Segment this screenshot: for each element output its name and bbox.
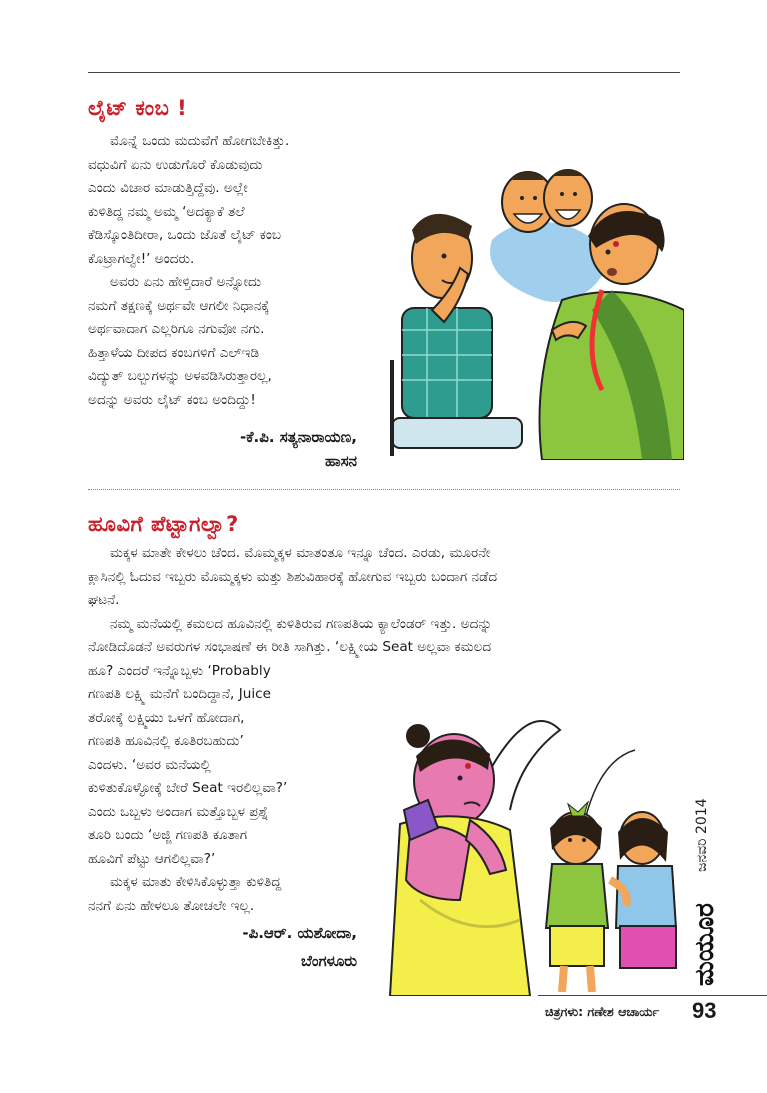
story2-line: ಮಕ್ಕಳ ಮಾತೇ ಕೇಳಲು ಚೆಂದ. ಮೊಮ್ಮಕ್ಕಳ ಮಾತಂತೂ ಇನ್ನೂ ಚೆಂದ. ಎರಡು, ಮೂರನೇ [110, 545, 491, 561]
bottom-rule [538, 995, 767, 996]
story2-line: ನಮ್ಮ ಮನೆಯಲ್ಲಿ ಕಮಲದ ಹೂವಿನಲ್ಲಿ ಕುಳಿತಿರುವ ಗಣಪತಿಯ ಕ್ಯಾಲೆಂಡರ್ ಇತ್ತು. ಅದನ್ನು [110, 615, 493, 632]
story2-line: ಕುಳಿತುಕೊಳ್ಳೋಕ್ಕೆ ಬೇರೆ Seat ಇರಲಿಲ್ಲವಾ?’ [88, 780, 288, 796]
story1-place: ಹಾಸನ [325, 452, 357, 470]
story1-line: ಅರ್ಥವಾದಾಗ ಎಲ್ಲರಿಗೂ ನಗುವೋ ನಗು. [88, 321, 265, 337]
story1-line: ಕುಳಿತಿದ್ದ ನಮ್ಮ ಅಮ್ಮ ‘ಅದಕ್ಯಾಕೆ ತಲೆ [88, 203, 245, 220]
story2-place: ಬೆಂಗಳೂರು [300, 952, 357, 970]
story2-author: -ಪಿ.ಆರ್. ಯಶೋದಾ, [242, 924, 357, 942]
illustration-wedding-gift [372, 140, 684, 460]
top-rule [88, 72, 680, 73]
story1-line: ವಿದ್ಯುತ್ ಬಲ್ಬುಗಳನ್ನು ಅಳವಡಿಸಿರುತ್ತಾರಲ್ಲ, [88, 368, 272, 384]
magazine-name: ಮಯೂರ [690, 903, 720, 986]
story2-line: ಗಣಪತಿ ಲಕ್ಷ್ಮಿ ಮನೆಗೆ ಬಂದಿದ್ದಾನೆ, Juice [88, 686, 271, 702]
story2-line: ತೂರಿ ಬಂದು ‘ಅಜ್ಜಿ ಗಣಪತಿ ಕೂತಾಗ [88, 827, 248, 843]
story2-line: ಗಣಪತಿ ಹೂವಿನಲ್ಲಿ ಕೂತಿರಬಹುದು’ [88, 733, 244, 749]
story1-line: ಎಂದು ವಿಚಾರ ಮಾಡುತ್ತಿದ್ದೆವು. ಅಲ್ಲೇ [88, 180, 248, 196]
story1-line: ಅವರು ಏನು ಹೇಳ್ತಿದಾರೆ ಅನ್ನೋದು [110, 274, 262, 290]
story2-line: ನನಗೆ ಏನು ಹೇಳಲೂ ತೋಚಲೇ ಇಲ್ಲ. [88, 897, 255, 914]
story2-line: ತರೋಕ್ಕೆ ಲಕ್ಷ್ಮಿಯು ಒಳಗೆ ಹೋದಾಗ, [88, 709, 245, 726]
story2-line: ಎಂದು ಒಬ್ಬಳು ಅಂದಾಗ ಮತ್ತೊಬ್ಬಳ ಪ್ರಶ್ನೆ [88, 803, 269, 820]
story1-line: ಮೊನ್ನೆ ಒಂದು ಮದುವೆಗೆ ಹೋಗಬೇಕಿತ್ತು. [110, 133, 290, 149]
story2-line: ಹೂವಿಗೆ ಪೆಟ್ಟು ಆಗಲಿಲ್ಲವಾ?’ [88, 850, 216, 867]
story1-line: ಹಿತ್ತಾಳೆಯ ದೀಪದ ಕಂಬಗಳಿಗೆ ಎಲ್‌ಇಡಿ [88, 344, 260, 361]
illustration-grandmother-children [380, 700, 680, 996]
page-number: 93 [692, 998, 717, 1023]
story2-line: ಹೂ? ಎಂದರೆ ಇನ್ನೊಬ್ಬಳು ‘Probably [88, 662, 271, 679]
issue-date: ಜನವರಿ 2014 [694, 798, 710, 872]
story2-body-wide [88, 542, 683, 683]
story2-line: ನೋಡಿದೊಡನೆ ಅವರುಗಳ ಸಂಭಾಷಣೆ ಈ ರೀತಿ ಸಾಗಿತ್ತು. ‘ಲಕ್ಷ್ಮೀಯ Seat ಅಲ್ಲವಾ ಕಮಲದ [88, 639, 492, 655]
story2-line: ಮಕ್ಕಳ ಮಾತು ಕೇಳಿಸಿಕೊಳ್ಳುತ್ತಾ ಕುಳಿತಿದ್ದ [110, 874, 282, 890]
story1-line: ವಧುವಿಗೆ ಏನು ಉಡುಗೊರೆ ಕೊಡುವುದು [88, 156, 263, 173]
story1-title: ಲೈಟ್ ಕಂಬ ! [88, 96, 188, 120]
story2-body-narrow [88, 683, 373, 918]
story2-line: ಕ್ಲಾಸಿನಲ್ಲಿ ಓದುವ ಇಬ್ಬರು ಮೊಮ್ಮಕ್ಕಳು ಮತ್ತು ಶಿಶುವಿಹಾರಕ್ಕೆ ಹೋಗುವ ಇಬ್ಬರು ಬಂದಾಗ ನಡೆದ [88, 568, 498, 585]
illustration-credit: ಚಿತ್ರಗಳು: ಗಣೇಶ ಆಚಾರ್ಯ [545, 1004, 660, 1019]
story1-line: ಅದನ್ನು ಅವರು ಲೈಟ್ ಕಂಬ ಅಂದಿದ್ದು! [88, 391, 256, 408]
story2-line: ಘಟನೆ. [88, 592, 120, 608]
story1-line: ಕೊಟ್ರಾಗಲ್ವೇ!’ ಅಂದರು. [88, 250, 195, 267]
section-divider [88, 489, 680, 490]
story1-body [88, 130, 370, 412]
story2-title: ಹೂವಿಗೆ ಪೆಟ್ಟಾಗಲ್ವಾ? [88, 512, 239, 536]
story1-author: -ಕೆ.ಪಿ. ಸತ್ಯನಾರಾಯಣ, [239, 428, 357, 446]
story1-line: ಕೆಡಿಸ್ಕೊಂತಿದೀರಾ, ಒಂದು ಜೊತೆ ಲೈಟ್ ಕಂಬ [88, 227, 282, 243]
story2-line: ಎಂದಳು. ‘ಅವರ ಮನೆಯಲ್ಲಿ [88, 756, 211, 773]
story1-line: ನಮಗೆ ತಕ್ಷಣಕ್ಕೆ ಅರ್ಥವೇ ಆಗಲೀ ನಿಧಾನಕ್ಕೆ [88, 297, 270, 314]
